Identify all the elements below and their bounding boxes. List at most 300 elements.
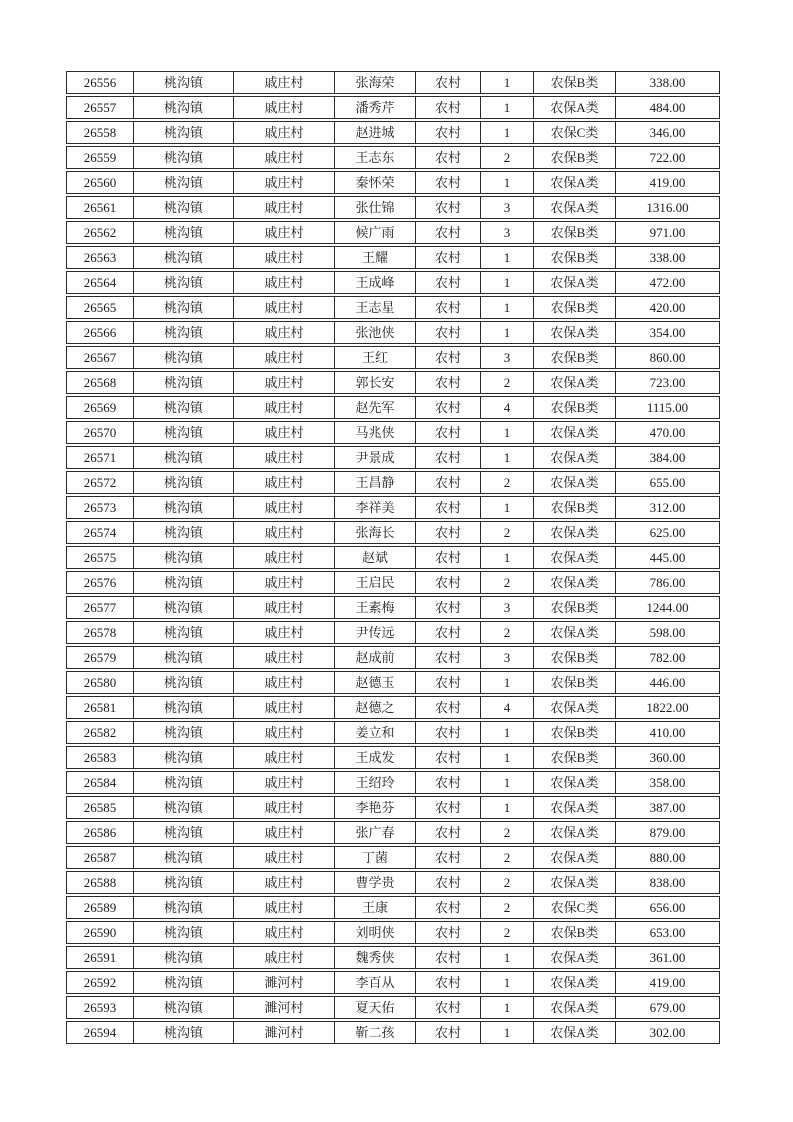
cell-household-type: 农村: [415, 221, 480, 244]
cell-serial-no: 26583: [66, 746, 133, 769]
cell-household-type: 农村: [415, 596, 480, 619]
cell-insurance-category: 农保A类: [533, 796, 615, 819]
cell-name: 赵进城: [334, 121, 415, 144]
cell-person-count: 3: [480, 196, 533, 219]
cell-serial-no: 26557: [66, 96, 133, 119]
cell-town: 桃沟镇: [133, 346, 233, 369]
cell-amount: 302.00: [615, 1021, 720, 1044]
cell-name: 姜立和: [334, 721, 415, 744]
cell-insurance-category: 农保A类: [533, 696, 615, 719]
cell-town: 桃沟镇: [133, 996, 233, 1019]
cell-person-count: 1: [480, 996, 533, 1019]
cell-town: 桃沟镇: [133, 396, 233, 419]
cell-household-type: 农村: [415, 371, 480, 394]
cell-serial-no: 26579: [66, 646, 133, 669]
cell-household-type: 农村: [415, 671, 480, 694]
cell-household-type: 农村: [415, 771, 480, 794]
cell-serial-no: 26577: [66, 596, 133, 619]
table-row: [66, 421, 720, 444]
cell-serial-no: 26559: [66, 146, 133, 169]
table-row: [66, 796, 720, 819]
cell-town: 桃沟镇: [133, 496, 233, 519]
cell-person-count: 1: [480, 746, 533, 769]
table-row: [66, 296, 720, 319]
cell-insurance-category: 农保A类: [533, 821, 615, 844]
cell-amount: 1822.00: [615, 696, 720, 719]
cell-household-type: 农村: [415, 896, 480, 919]
cell-amount: 786.00: [615, 571, 720, 594]
cell-name: 王素梅: [334, 596, 415, 619]
cell-household-type: 农村: [415, 171, 480, 194]
cell-name: 张广春: [334, 821, 415, 844]
cell-name: 王志东: [334, 146, 415, 169]
cell-name: 李百从: [334, 971, 415, 994]
cell-town: 桃沟镇: [133, 671, 233, 694]
cell-person-count: 1: [480, 321, 533, 344]
cell-amount: 419.00: [615, 171, 720, 194]
cell-amount: 625.00: [615, 521, 720, 544]
cell-insurance-category: 农保A类: [533, 771, 615, 794]
cell-household-type: 农村: [415, 321, 480, 344]
cell-village: 戚庄村: [233, 921, 334, 944]
cell-household-type: 农村: [415, 696, 480, 719]
cell-serial-no: 26564: [66, 271, 133, 294]
table-row: [66, 146, 720, 169]
cell-insurance-category: 农保B类: [533, 921, 615, 944]
cell-town: 桃沟镇: [133, 721, 233, 744]
cell-amount: 384.00: [615, 446, 720, 469]
table-row: [66, 571, 720, 594]
cell-insurance-category: 农保A类: [533, 621, 615, 644]
table-row: [66, 71, 720, 94]
cell-name: 赵先军: [334, 396, 415, 419]
cell-town: 桃沟镇: [133, 846, 233, 869]
cell-village: 戚庄村: [233, 846, 334, 869]
cell-household-type: 农村: [415, 446, 480, 469]
cell-insurance-category: 农保B类: [533, 496, 615, 519]
cell-serial-no: 26585: [66, 796, 133, 819]
cell-village: 戚庄村: [233, 371, 334, 394]
cell-village: 戚庄村: [233, 596, 334, 619]
cell-amount: 484.00: [615, 96, 720, 119]
cell-town: 桃沟镇: [133, 421, 233, 444]
cell-household-type: 农村: [415, 871, 480, 894]
cell-town: 桃沟镇: [133, 871, 233, 894]
cell-serial-no: 26567: [66, 346, 133, 369]
cell-insurance-category: 农保A类: [533, 421, 615, 444]
table-row: [66, 96, 720, 119]
cell-village: 戚庄村: [233, 146, 334, 169]
cell-serial-no: 26573: [66, 496, 133, 519]
cell-amount: 782.00: [615, 646, 720, 669]
cell-person-count: 2: [480, 846, 533, 869]
table-row: [66, 646, 720, 669]
cell-person-count: 2: [480, 896, 533, 919]
cell-village: 戚庄村: [233, 571, 334, 594]
cell-household-type: 农村: [415, 146, 480, 169]
cell-amount: 338.00: [615, 71, 720, 94]
cell-insurance-category: 农保A类: [533, 471, 615, 494]
cell-name: 王志星: [334, 296, 415, 319]
cell-person-count: 1: [480, 671, 533, 694]
cell-insurance-category: 农保B类: [533, 396, 615, 419]
cell-insurance-category: 农保A类: [533, 171, 615, 194]
cell-village: 戚庄村: [233, 321, 334, 344]
cell-amount: 361.00: [615, 946, 720, 969]
cell-village: 戚庄村: [233, 896, 334, 919]
cell-person-count: 1: [480, 496, 533, 519]
cell-person-count: 1: [480, 721, 533, 744]
cell-serial-no: 26590: [66, 921, 133, 944]
cell-serial-no: 26560: [66, 171, 133, 194]
cell-village: 戚庄村: [233, 546, 334, 569]
cell-person-count: 3: [480, 346, 533, 369]
cell-amount: 838.00: [615, 871, 720, 894]
cell-serial-no: 26561: [66, 196, 133, 219]
cell-amount: 722.00: [615, 146, 720, 169]
cell-village: 戚庄村: [233, 696, 334, 719]
cell-serial-no: 26578: [66, 621, 133, 644]
cell-insurance-category: 农保B类: [533, 596, 615, 619]
cell-household-type: 农村: [415, 1021, 480, 1044]
cell-village: 戚庄村: [233, 246, 334, 269]
cell-household-type: 农村: [415, 96, 480, 119]
cell-town: 桃沟镇: [133, 146, 233, 169]
cell-amount: 679.00: [615, 996, 720, 1019]
cell-name: 尹传远: [334, 621, 415, 644]
table-row: [66, 596, 720, 619]
cell-person-count: 1: [480, 271, 533, 294]
cell-household-type: 农村: [415, 421, 480, 444]
table-row: [66, 546, 720, 569]
cell-town: 桃沟镇: [133, 646, 233, 669]
cell-household-type: 农村: [415, 246, 480, 269]
cell-name: 王康: [334, 896, 415, 919]
cell-household-type: 农村: [415, 996, 480, 1019]
table-row: [66, 446, 720, 469]
cell-insurance-category: 农保A类: [533, 871, 615, 894]
cell-name: 赵成前: [334, 646, 415, 669]
table-row: [66, 1021, 720, 1044]
cell-town: 桃沟镇: [133, 546, 233, 569]
cell-town: 桃沟镇: [133, 596, 233, 619]
table-row: [66, 396, 720, 419]
cell-household-type: 农村: [415, 271, 480, 294]
cell-serial-no: 26580: [66, 671, 133, 694]
cell-serial-no: 26593: [66, 996, 133, 1019]
cell-household-type: 农村: [415, 746, 480, 769]
cell-name: 王昌静: [334, 471, 415, 494]
cell-amount: 971.00: [615, 221, 720, 244]
cell-household-type: 农村: [415, 971, 480, 994]
cell-town: 桃沟镇: [133, 771, 233, 794]
cell-household-type: 农村: [415, 496, 480, 519]
table-row: [66, 996, 720, 1019]
cell-person-count: 2: [480, 871, 533, 894]
cell-household-type: 农村: [415, 396, 480, 419]
cell-insurance-category: 农保A类: [533, 521, 615, 544]
cell-insurance-category: 农保A类: [533, 546, 615, 569]
table-row: [66, 471, 720, 494]
cell-amount: 880.00: [615, 846, 720, 869]
cell-amount: 723.00: [615, 371, 720, 394]
cell-name: 曹学贵: [334, 871, 415, 894]
cell-amount: 360.00: [615, 746, 720, 769]
cell-household-type: 农村: [415, 121, 480, 144]
cell-name: 潘秀芹: [334, 96, 415, 119]
cell-person-count: 1: [480, 971, 533, 994]
cell-serial-no: 26584: [66, 771, 133, 794]
cell-insurance-category: 农保A类: [533, 321, 615, 344]
cell-serial-no: 26568: [66, 371, 133, 394]
cell-amount: 1115.00: [615, 396, 720, 419]
cell-amount: 470.00: [615, 421, 720, 444]
table-row: [66, 746, 720, 769]
cell-name: 候广雨: [334, 221, 415, 244]
cell-person-count: 1: [480, 171, 533, 194]
table-row: [66, 971, 720, 994]
cell-amount: 879.00: [615, 821, 720, 844]
cell-village: 戚庄村: [233, 871, 334, 894]
cell-town: 桃沟镇: [133, 271, 233, 294]
cell-serial-no: 26572: [66, 471, 133, 494]
cell-amount: 445.00: [615, 546, 720, 569]
cell-household-type: 农村: [415, 721, 480, 744]
cell-serial-no: 26571: [66, 446, 133, 469]
cell-serial-no: 26591: [66, 946, 133, 969]
table-row: [66, 346, 720, 369]
cell-serial-no: 26570: [66, 421, 133, 444]
table-row: [66, 246, 720, 269]
cell-town: 桃沟镇: [133, 446, 233, 469]
cell-insurance-category: 农保B类: [533, 671, 615, 694]
cell-amount: 472.00: [615, 271, 720, 294]
cell-name: 张海长: [334, 521, 415, 544]
cell-village: 戚庄村: [233, 446, 334, 469]
cell-insurance-category: 农保A类: [533, 846, 615, 869]
table-row: [66, 696, 720, 719]
cell-amount: 655.00: [615, 471, 720, 494]
cell-village: 戚庄村: [233, 496, 334, 519]
table-row: [66, 621, 720, 644]
cell-village: 戚庄村: [233, 396, 334, 419]
table-row: [66, 946, 720, 969]
cell-person-count: 1: [480, 246, 533, 269]
table-row: [66, 496, 720, 519]
cell-household-type: 农村: [415, 946, 480, 969]
cell-village: 戚庄村: [233, 621, 334, 644]
cell-person-count: 2: [480, 471, 533, 494]
cell-name: 王耀: [334, 246, 415, 269]
cell-town: 桃沟镇: [133, 121, 233, 144]
cell-town: 桃沟镇: [133, 321, 233, 344]
cell-serial-no: 26563: [66, 246, 133, 269]
table-row: [66, 821, 720, 844]
cell-name: 夏天佑: [334, 996, 415, 1019]
cell-household-type: 农村: [415, 196, 480, 219]
cell-household-type: 农村: [415, 921, 480, 944]
table-row: [66, 721, 720, 744]
cell-insurance-category: 农保A类: [533, 196, 615, 219]
cell-town: 桃沟镇: [133, 171, 233, 194]
table-row: [66, 921, 720, 944]
cell-household-type: 农村: [415, 521, 480, 544]
cell-town: 桃沟镇: [133, 521, 233, 544]
cell-household-type: 农村: [415, 571, 480, 594]
cell-person-count: 2: [480, 921, 533, 944]
cell-name: 王启民: [334, 571, 415, 594]
cell-town: 桃沟镇: [133, 821, 233, 844]
cell-serial-no: 26575: [66, 546, 133, 569]
cell-household-type: 农村: [415, 621, 480, 644]
table-row: [66, 871, 720, 894]
table-row: [66, 371, 720, 394]
cell-village: 戚庄村: [233, 671, 334, 694]
cell-person-count: 4: [480, 396, 533, 419]
cell-name: 王红: [334, 346, 415, 369]
cell-amount: 354.00: [615, 321, 720, 344]
cell-village: 戚庄村: [233, 346, 334, 369]
cell-insurance-category: 农保B类: [533, 221, 615, 244]
cell-name: 张池侠: [334, 321, 415, 344]
cell-amount: 860.00: [615, 346, 720, 369]
cell-village: 戚庄村: [233, 171, 334, 194]
cell-insurance-category: 农保A类: [533, 996, 615, 1019]
cell-insurance-category: 农保A类: [533, 446, 615, 469]
cell-person-count: 1: [480, 546, 533, 569]
cell-serial-no: 26558: [66, 121, 133, 144]
cell-person-count: 2: [480, 371, 533, 394]
cell-village: 戚庄村: [233, 771, 334, 794]
cell-village: 戚庄村: [233, 796, 334, 819]
cell-village: 戚庄村: [233, 271, 334, 294]
cell-person-count: 2: [480, 621, 533, 644]
cell-person-count: 3: [480, 596, 533, 619]
cell-town: 桃沟镇: [133, 471, 233, 494]
cell-village: 戚庄村: [233, 221, 334, 244]
table-row: [66, 221, 720, 244]
cell-town: 桃沟镇: [133, 746, 233, 769]
cell-person-count: 1: [480, 1021, 533, 1044]
cell-amount: 598.00: [615, 621, 720, 644]
table-row: [66, 121, 720, 144]
cell-town: 桃沟镇: [133, 971, 233, 994]
cell-name: 王绍玲: [334, 771, 415, 794]
cell-village: 戚庄村: [233, 296, 334, 319]
cell-village: 戚庄村: [233, 946, 334, 969]
cell-insurance-category: 农保C类: [533, 896, 615, 919]
cell-person-count: 1: [480, 121, 533, 144]
cell-household-type: 农村: [415, 796, 480, 819]
cell-serial-no: 26587: [66, 846, 133, 869]
cell-insurance-category: 农保B类: [533, 296, 615, 319]
cell-village: 戚庄村: [233, 96, 334, 119]
cell-village: 濉河村: [233, 1021, 334, 1044]
cell-town: 桃沟镇: [133, 621, 233, 644]
cell-name: 张仕锦: [334, 196, 415, 219]
cell-village: 戚庄村: [233, 746, 334, 769]
cell-town: 桃沟镇: [133, 96, 233, 119]
cell-amount: 1244.00: [615, 596, 720, 619]
cell-person-count: 3: [480, 221, 533, 244]
cell-household-type: 农村: [415, 296, 480, 319]
table-row: [66, 846, 720, 869]
cell-town: 桃沟镇: [133, 896, 233, 919]
cell-serial-no: 26569: [66, 396, 133, 419]
table-row: [66, 196, 720, 219]
table-row: [66, 171, 720, 194]
cell-town: 桃沟镇: [133, 571, 233, 594]
cell-serial-no: 26586: [66, 821, 133, 844]
cell-household-type: 农村: [415, 71, 480, 94]
cell-person-count: 2: [480, 821, 533, 844]
cell-town: 桃沟镇: [133, 196, 233, 219]
cell-person-count: 1: [480, 796, 533, 819]
cell-name: 王成发: [334, 746, 415, 769]
cell-insurance-category: 农保B类: [533, 71, 615, 94]
cell-name: 李艳芬: [334, 796, 415, 819]
cell-serial-no: 26556: [66, 71, 133, 94]
cell-amount: 653.00: [615, 921, 720, 944]
cell-serial-no: 26592: [66, 971, 133, 994]
cell-household-type: 农村: [415, 646, 480, 669]
cell-insurance-category: 农保A类: [533, 571, 615, 594]
cell-village: 戚庄村: [233, 521, 334, 544]
cell-serial-no: 26565: [66, 296, 133, 319]
cell-person-count: 3: [480, 646, 533, 669]
cell-amount: 387.00: [615, 796, 720, 819]
cell-person-count: 1: [480, 296, 533, 319]
cell-amount: 656.00: [615, 896, 720, 919]
cell-town: 桃沟镇: [133, 71, 233, 94]
table-row: [66, 271, 720, 294]
cell-village: 戚庄村: [233, 471, 334, 494]
cell-serial-no: 26574: [66, 521, 133, 544]
table-row: [66, 896, 720, 919]
cell-name: 赵斌: [334, 546, 415, 569]
table-row: [66, 321, 720, 344]
cell-name: 赵德之: [334, 696, 415, 719]
cell-insurance-category: 农保B类: [533, 346, 615, 369]
cell-person-count: 1: [480, 771, 533, 794]
cell-amount: 346.00: [615, 121, 720, 144]
cell-household-type: 农村: [415, 346, 480, 369]
cell-person-count: 2: [480, 521, 533, 544]
cell-insurance-category: 农保C类: [533, 121, 615, 144]
records-table: [66, 69, 720, 1046]
cell-name: 魏秀侠: [334, 946, 415, 969]
cell-insurance-category: 农保B类: [533, 721, 615, 744]
cell-person-count: 4: [480, 696, 533, 719]
table-row: [66, 521, 720, 544]
cell-village: 濉河村: [233, 996, 334, 1019]
cell-serial-no: 26582: [66, 721, 133, 744]
cell-town: 桃沟镇: [133, 221, 233, 244]
records-table-body: [66, 71, 720, 1044]
cell-serial-no: 26566: [66, 321, 133, 344]
cell-amount: 358.00: [615, 771, 720, 794]
table-row: [66, 671, 720, 694]
cell-village: 戚庄村: [233, 646, 334, 669]
cell-serial-no: 26562: [66, 221, 133, 244]
table-row: [66, 771, 720, 794]
cell-insurance-category: 农保B类: [533, 146, 615, 169]
cell-person-count: 2: [480, 571, 533, 594]
cell-village: 戚庄村: [233, 421, 334, 444]
cell-insurance-category: 农保A类: [533, 946, 615, 969]
cell-town: 桃沟镇: [133, 696, 233, 719]
cell-amount: 420.00: [615, 296, 720, 319]
